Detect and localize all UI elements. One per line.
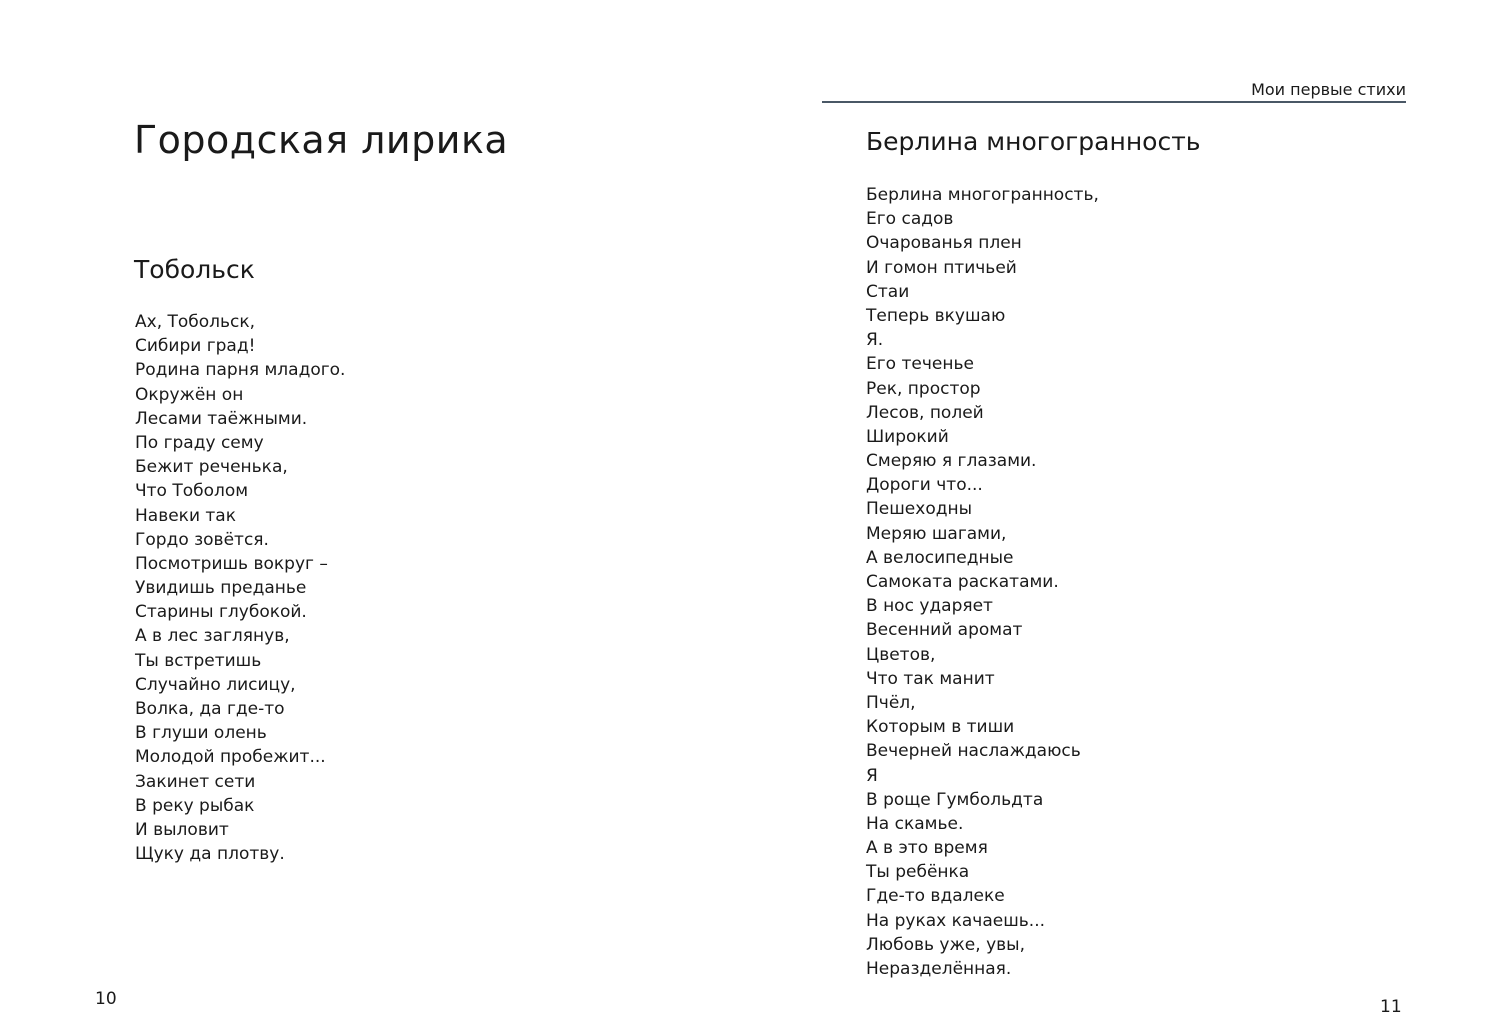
poem-title-tobolsk: Тобольск [134, 255, 255, 284]
poem-line: По граду сему [135, 432, 264, 453]
poem-line: Щуку да плотву. [135, 844, 285, 865]
poem-line: Волка, да где-то [135, 699, 285, 719]
poem-line: Самоката раскатами. [866, 572, 1059, 592]
running-header-text: Мои первые стихи [1251, 80, 1406, 99]
poem-line: Лесов, полей [866, 402, 984, 423]
poem-line: Сибири град! [135, 336, 256, 357]
poem-line: Рек, простор [866, 378, 981, 399]
poem-line: Весенний аромат [866, 620, 1023, 641]
poem-line: Любовь уже, увы, [866, 934, 1025, 955]
poem-line: Которым в тиши [866, 717, 1015, 738]
poem-line: Теперь вкушаю [866, 305, 1006, 326]
poem-line: Что так манит [866, 668, 995, 689]
poem-line: И гомон птичьей [866, 257, 1017, 278]
poem-line: В роще Гумбольдта [866, 789, 1044, 810]
poem-line: А в лес заглянув, [135, 626, 290, 647]
poem-line: Берлина многогранность, [866, 185, 1099, 205]
poem-line: Где-то вдалеке [866, 886, 1005, 907]
poem-berlin [866, 183, 1099, 981]
poem-line: Окружён он [135, 384, 244, 405]
poem-line: Гордо зовётся. [135, 529, 269, 550]
poem-line: Увидишь преданье [135, 578, 307, 599]
poem-line: Стаи [866, 281, 910, 302]
poem-tobolsk [135, 310, 345, 866]
poem-line: Навеки так [135, 505, 236, 526]
poem-line: Смеряю я глазами. [866, 451, 1037, 472]
poem-line: Родина парня младого. [135, 360, 346, 381]
poem-line: Цветов, [866, 644, 936, 665]
poem-line: Меряю шагами, [866, 523, 1007, 544]
poem-line: Молодой пробежит... [135, 747, 326, 768]
poem-line: Ты ребёнка [866, 862, 970, 883]
page-number: 10 [95, 989, 117, 1009]
header-rule [822, 101, 1406, 103]
poem-line: Закинет сети [135, 771, 256, 792]
poem-line: Ах, Тобольск, [135, 312, 256, 332]
page-number: 11 [1380, 997, 1402, 1017]
poem-line: Дороги что... [866, 475, 983, 496]
poem-line: Ты встретишь [135, 650, 262, 671]
poem-line: И выловит [135, 819, 229, 840]
section-title: Городская лирика [134, 118, 509, 162]
poem-line: Я. [866, 330, 884, 351]
poem-line: Пешеходны [866, 499, 973, 520]
poem-line: Я [866, 765, 878, 786]
poem-line: Его теченье [866, 354, 974, 375]
poem-line: В реку рыбак [135, 795, 255, 816]
poem-line: В глуши олень [135, 723, 267, 744]
poem-line: Вечерней наслаждаюсь [866, 741, 1081, 762]
poem-line: Лесами таёжными. [135, 408, 308, 429]
poem-line: В нос ударяет [866, 596, 993, 617]
poem-line: Посмотришь вокруг – [135, 553, 328, 574]
poem-line: На руках качаешь... [866, 910, 1045, 931]
poem-line: Что Тоболом [135, 481, 249, 502]
poem-title-berlin: Берлина многогранность [866, 127, 1201, 156]
poem-line: Его садов [866, 209, 954, 230]
right-page [750, 0, 1500, 1036]
poem-line: Старины глубокой. [135, 602, 307, 623]
poem-line: Широкий [866, 426, 949, 447]
poem-line: А велосипедные [866, 547, 1014, 568]
poem-line: На скамье. [866, 813, 964, 834]
poem-line: Пчёл, [866, 692, 916, 713]
running-header [822, 80, 1406, 104]
poem-line: А в это время [866, 838, 988, 859]
poem-line: Бежит реченька, [135, 457, 288, 478]
poem-line: Очарованья плен [866, 233, 1022, 254]
poem-line: Неразделённая. [866, 959, 1012, 979]
poem-line: Случайно лисицу, [135, 674, 296, 695]
